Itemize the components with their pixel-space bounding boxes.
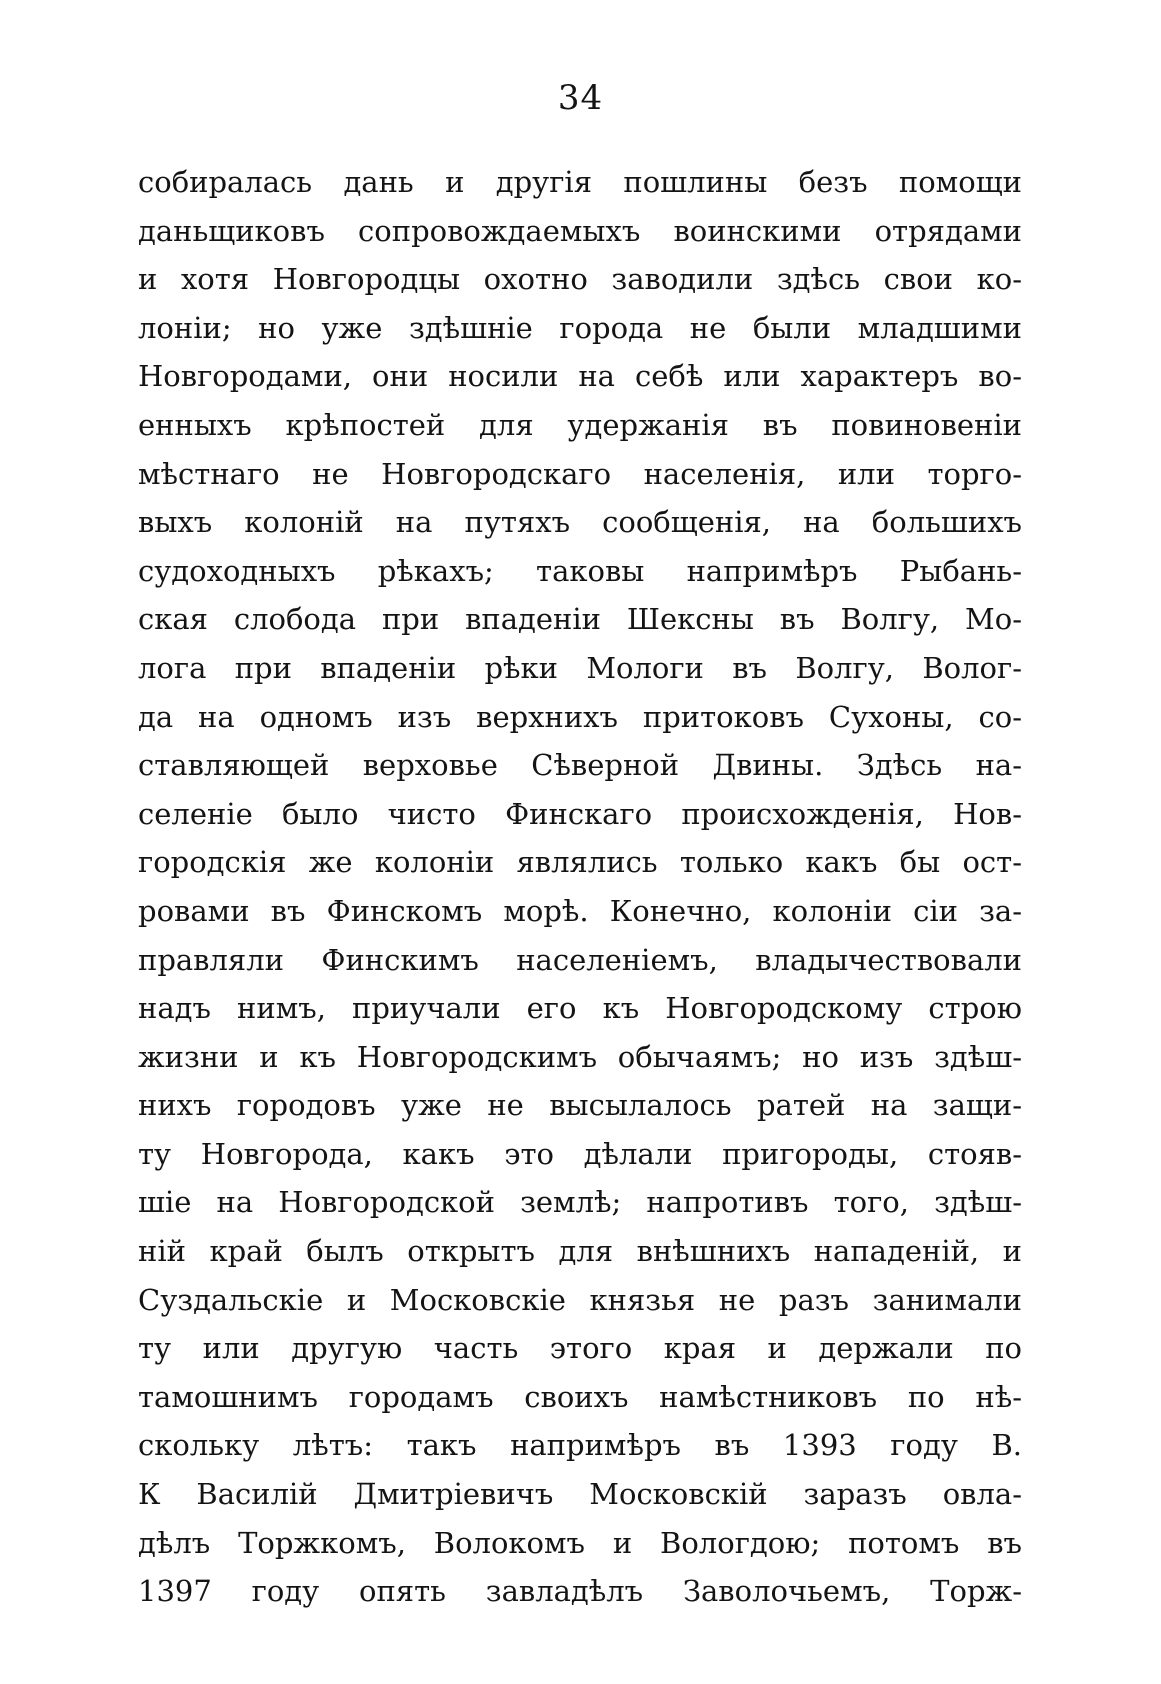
text-line: выхъ колоній на путяхъ сообщенія, на большихъ — [138, 505, 1022, 540]
text-line: Суздальскіе и Московскіе князья не разъ занимали — [138, 1282, 1022, 1317]
page-number: 34 — [557, 78, 604, 118]
text-line: лога при впаденіи рѣки Мологи въ Волгу, Волог- — [138, 650, 1022, 685]
text-line: енныхъ крѣпостей для удержанія въ повиновеніи — [138, 407, 1022, 442]
text-line: судоходныхъ рѣкахъ; таковы напримѣръ Рыбань- — [138, 553, 1022, 588]
text-line: городскія же колоніи являлись только какъ бы ост- — [138, 845, 1022, 880]
text-line: ту Новгорода, какъ это дѣлали пригороды, стояв- — [138, 1136, 1022, 1171]
text-line: шіе на Новгородской землѣ; напротивъ того, здѣш- — [138, 1185, 1022, 1220]
text-line: мѣстнаго не Новгородскаго населенія, или торго- — [138, 456, 1022, 491]
text-line: ту или другую часть этого края и держали по — [138, 1331, 1022, 1366]
text-line: ровами въ Финскомъ морѣ. Конечно, колоніи сіи за- — [138, 893, 1022, 928]
body-text — [138, 158, 1022, 1616]
text-line: и хотя Новгородцы охотно заводили здѣсь свои ко- — [138, 262, 1022, 297]
text-line: ній край былъ открытъ для внѣшнихъ нападеній, и — [138, 1234, 1022, 1269]
text-line: да на одномъ изъ верхнихъ притоковъ Сухоны, со- — [138, 699, 1022, 734]
text-line: К Василій Дмитріевичъ Московскій заразъ овла- — [138, 1477, 1022, 1512]
text-line: собиралась дань и другія пошлины безъ помощи — [138, 165, 1022, 199]
text-line: правляли Финскимъ населеніемъ, владычествовали — [138, 942, 1022, 977]
text-line: жизни и къ Новгородскимъ обычаямъ; но изъ здѣш- — [138, 1039, 1022, 1074]
text-line: ставляющей верховье Сѣверной Двины. Здѣсь на- — [138, 748, 1022, 783]
text-line: Новгородами, они носили на себѣ или характеръ во- — [138, 359, 1022, 394]
text-line: надъ нимъ, приучали его къ Новгородскому строю — [138, 991, 1022, 1026]
text-line: нихъ городовъ уже не высылалось ратей на защи- — [138, 1088, 1022, 1123]
text-line: селеніе было чисто Финскаго происхожденія, Нов- — [138, 796, 1022, 831]
text-line: скольку лѣтъ: такъ напримѣръ въ 1393 году В. — [138, 1428, 1022, 1463]
text-line: лоніи; но уже здѣшніе города не были младшими — [138, 310, 1022, 345]
text-line: 1397 году опять завладѣлъ Заволочьемъ, Торж- — [138, 1574, 1022, 1609]
text-line: дѣлъ Торжкомъ, Волокомъ и Вологдою; потомъ въ — [138, 1525, 1022, 1560]
text-line: тамошнимъ городамъ своихъ намѣстниковъ по нѣ- — [138, 1379, 1022, 1414]
text-line: ская слобода при впаденіи Шексны въ Волгу, Мо- — [138, 602, 1022, 637]
text-line: даньщиковъ сопровождаемыхъ воинскими отрядами — [138, 213, 1022, 248]
